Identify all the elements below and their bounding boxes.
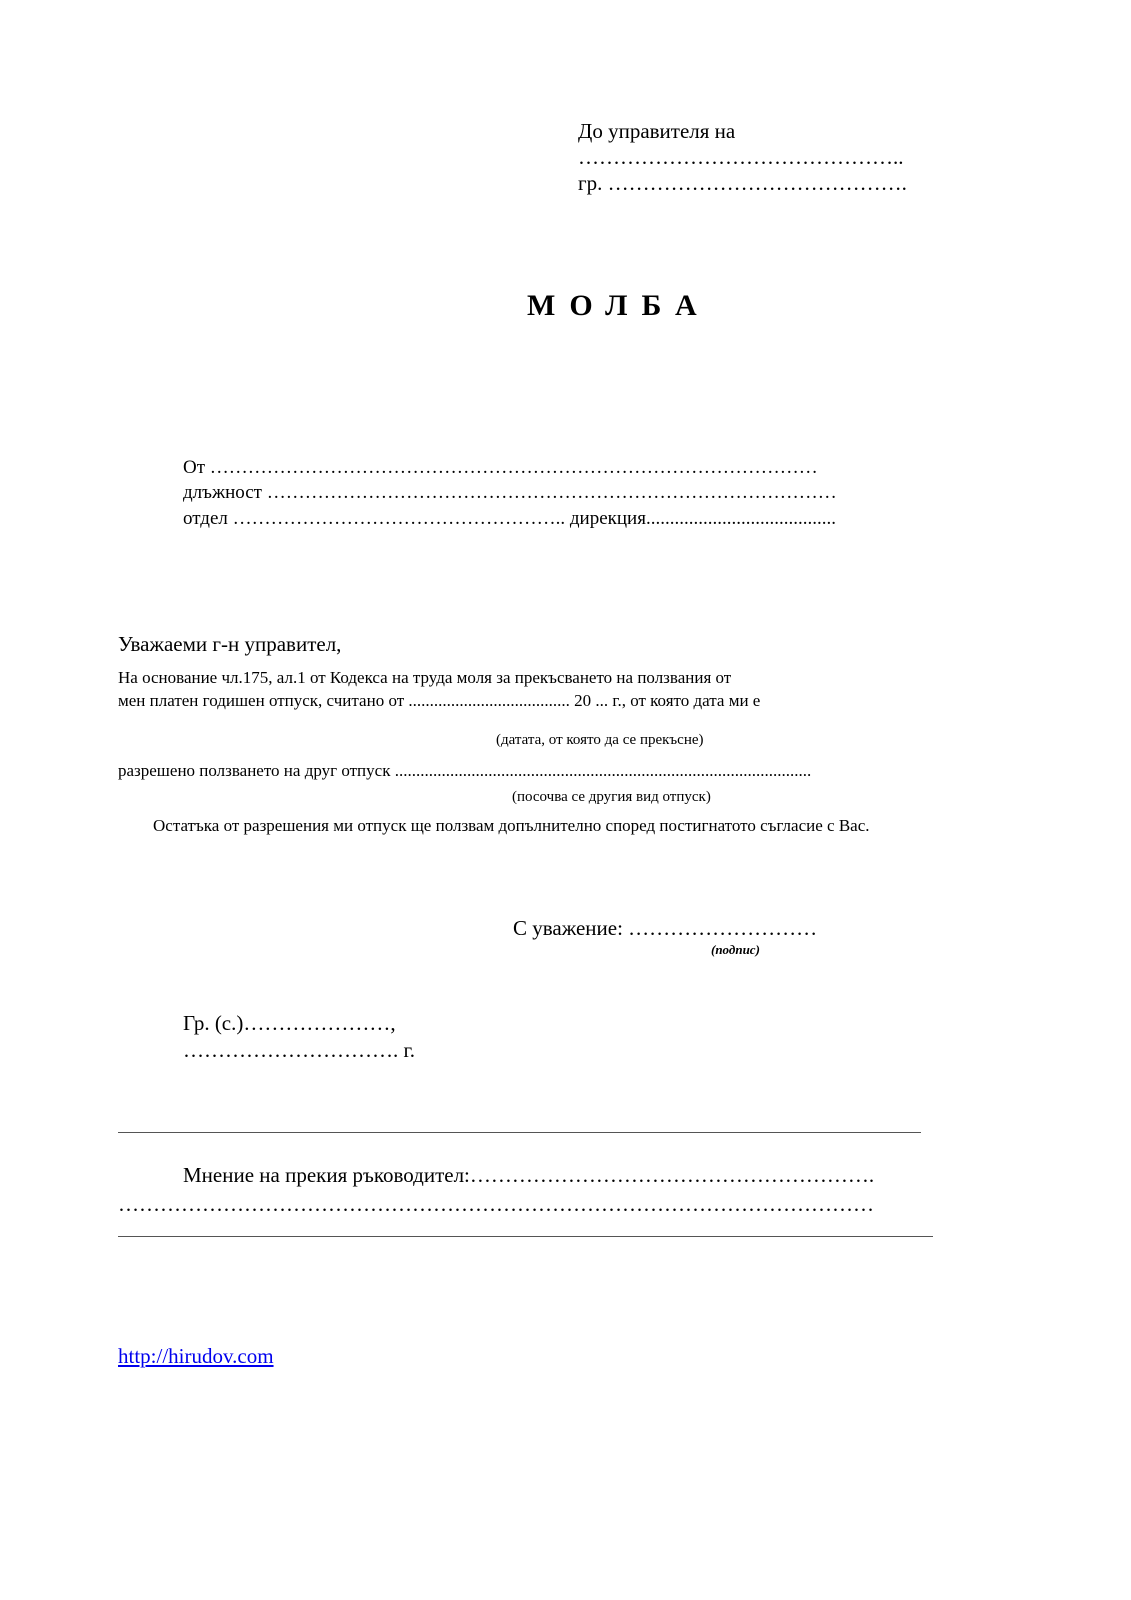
date-hint: (датата, от която да се прекъсне) xyxy=(496,732,704,748)
request-paragraph-line-1: На основание чл.175, ал.1 от Кодекса на труда моля за прекъсването на ползвания от xyxy=(118,668,732,687)
sender-from-line: От …………………………………………………………………………………… xyxy=(183,457,818,478)
separator-line-bottom xyxy=(118,1236,933,1237)
sender-department-line: отдел …………………………………………….. дирекция........................................ xyxy=(183,508,836,529)
separator-line-top xyxy=(118,1132,921,1133)
remaining-leave-paragraph: Остатъка от разрешения ми отпуск ще ползвам допълнително според постигнатото съгласие с Вас. xyxy=(153,816,870,835)
greeting: Уважаеми г-н управител, xyxy=(118,632,342,656)
manager-opinion-line-1: Мнение на прекия ръководител:…………………………………………………. xyxy=(183,1163,875,1187)
place-line: Гр. (с.)…………………, xyxy=(183,1011,396,1035)
signature-line: С уважение: ……………………… xyxy=(513,916,818,940)
signature-note: (подпис) xyxy=(711,942,760,957)
website-link[interactable]: http://hirudov.com xyxy=(118,1344,274,1368)
request-paragraph-line-2: мен платен годишен отпуск, считано от ...................................... 20 ... г., от която дата ми е xyxy=(118,691,761,710)
addressee-company-line: ……………………………………….. xyxy=(578,145,904,169)
date-line: …………………………. г. xyxy=(183,1038,415,1062)
addressee-city-line: гр. ……………………………………. xyxy=(578,171,907,195)
other-leave-line: разрешено ползването на друг отпуск .................................................................................................. xyxy=(118,761,812,780)
sender-position-line: длъжност ……………………………………………………………………………… xyxy=(183,482,837,503)
manager-opinion-line-2: ……………………………………………………………………………………………… xyxy=(118,1192,874,1216)
document-title: МОЛБА xyxy=(527,289,711,322)
leave-type-hint: (посочва се другия вид отпуск) xyxy=(512,789,711,805)
addressee-line-1: До управителя на xyxy=(578,119,736,143)
